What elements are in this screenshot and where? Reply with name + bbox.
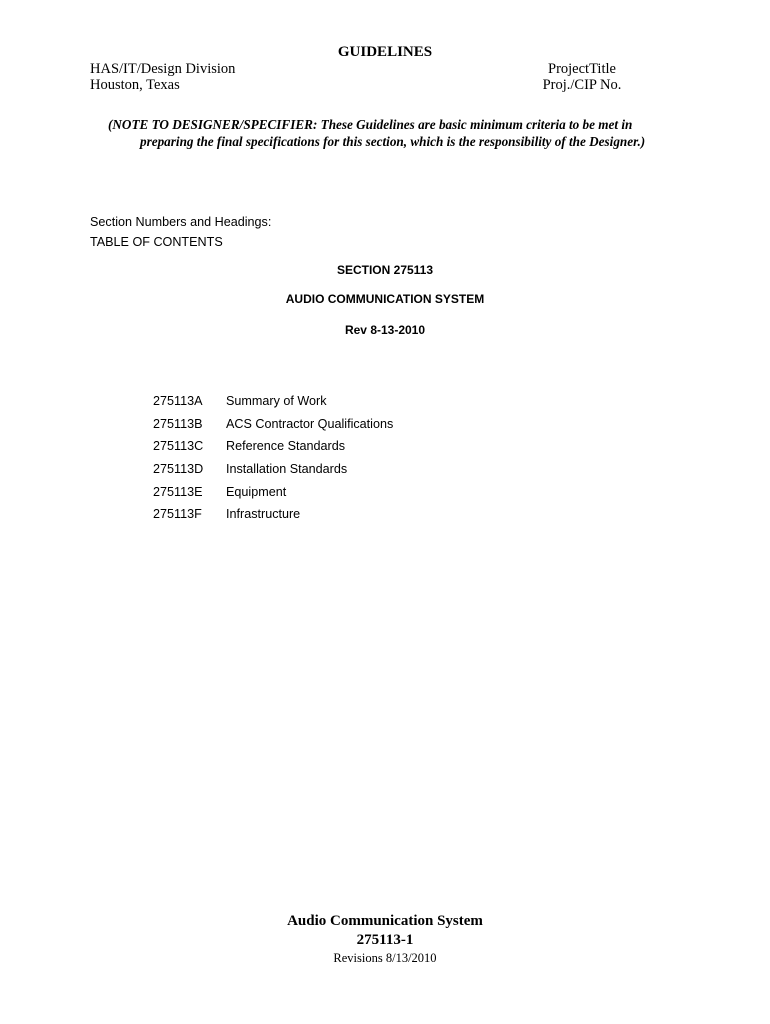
footer-title: Audio Communication System xyxy=(287,913,483,929)
toc-name: Equipment xyxy=(226,484,287,499)
toc-code: 275113D xyxy=(153,462,204,477)
toc-row xyxy=(153,458,393,481)
designer-note xyxy=(108,117,708,150)
toc-name: Installation Standards xyxy=(226,462,348,477)
toc-row xyxy=(153,390,393,413)
section-headings-block xyxy=(90,212,271,252)
table-of-contents xyxy=(153,390,393,526)
toc-name: ACS Contractor Qualifications xyxy=(226,416,394,431)
toc-row xyxy=(153,435,393,458)
toc-code: 275113C xyxy=(153,439,204,454)
toc-name: Summary of Work xyxy=(226,394,327,409)
note-line-1: (NOTE TO DESIGNER/SPECIFIER: These Guidelines are basic minimum criteria to be met in xyxy=(108,117,633,132)
toc-name: Infrastructure xyxy=(226,507,301,522)
footer-revision: Revisions 8/13/2010 xyxy=(333,951,437,965)
table-of-contents-label: TABLE OF CONTENTS xyxy=(90,235,223,249)
toc-code: 275113E xyxy=(153,484,203,499)
section-number: SECTION 275113 xyxy=(336,263,434,277)
division-name: HAS/IT/Design Division xyxy=(90,61,236,77)
header-right-block xyxy=(538,61,626,93)
toc-code: 275113A xyxy=(153,394,203,409)
toc-row xyxy=(153,503,393,526)
section-numbers-label: Section Numbers and Headings: xyxy=(90,215,272,229)
document-title: GUIDELINES xyxy=(337,44,433,60)
page-footer xyxy=(0,912,770,967)
header-left-block xyxy=(90,61,235,93)
cip-number: Proj./CIP No. xyxy=(542,77,622,93)
section-title: AUDIO COMMUNICATION SYSTEM xyxy=(285,292,485,306)
toc-code: 275113B xyxy=(153,416,203,431)
toc-name: Reference Standards xyxy=(226,439,346,454)
location: Houston, Texas xyxy=(90,77,180,93)
section-revision: Rev 8-13-2010 xyxy=(344,323,426,337)
footer-page-number: 275113-1 xyxy=(356,932,414,948)
toc-row xyxy=(153,413,393,436)
project-title: ProjectTitle xyxy=(548,61,616,77)
note-line-2: preparing the final specifications for this section, which is the responsibility of the Designer.) xyxy=(140,133,646,149)
toc-code: 275113F xyxy=(153,507,202,522)
toc-row xyxy=(153,480,393,503)
